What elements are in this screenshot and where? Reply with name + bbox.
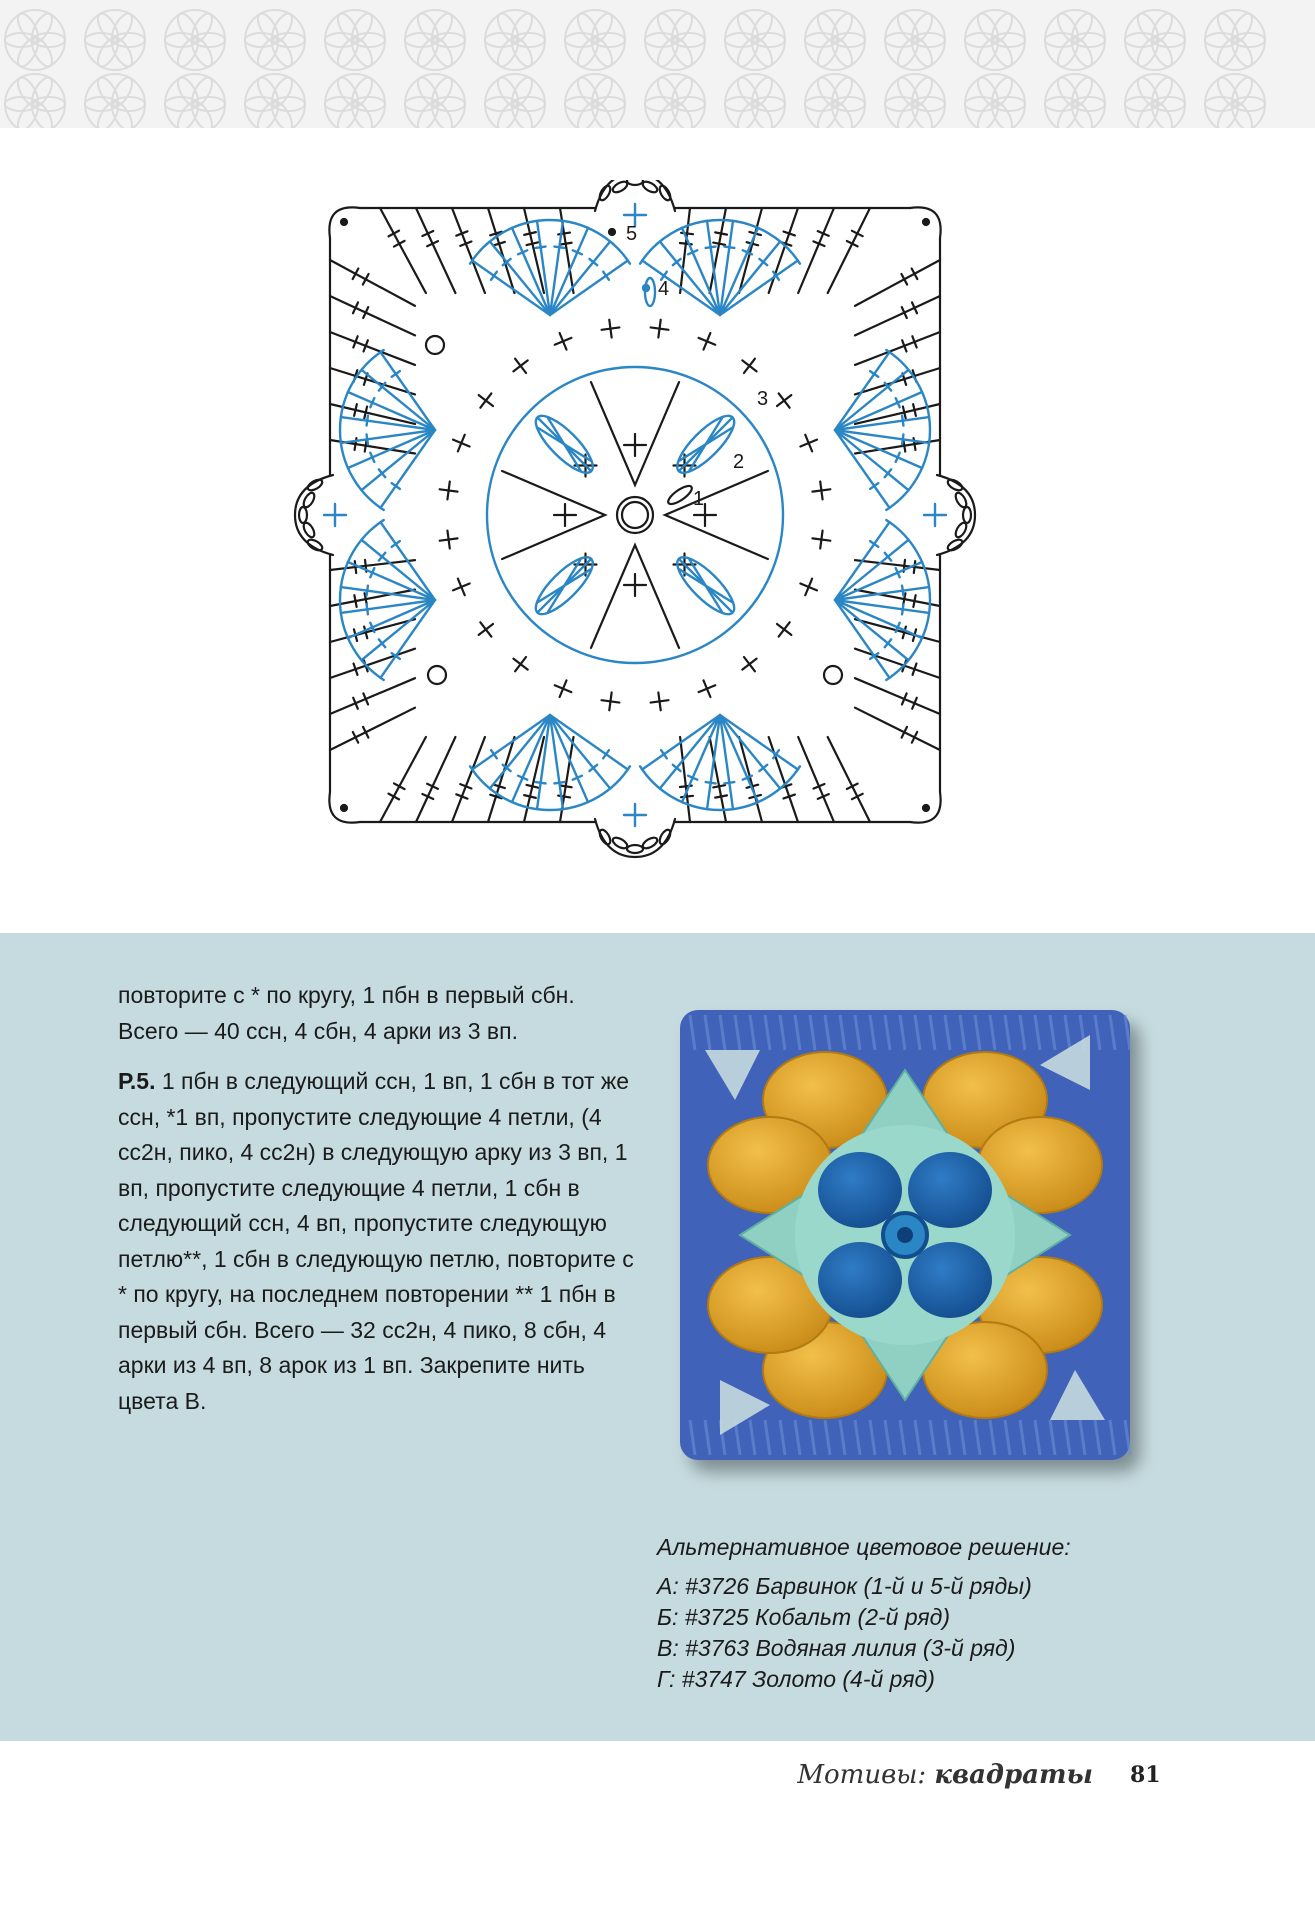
treble-stitch-bar — [354, 404, 357, 416]
single-crochet-stitch — [811, 480, 831, 500]
treble-stitch — [855, 296, 940, 335]
instructions-paragraph-2 — [118, 1064, 638, 1419]
treble-stitch — [330, 296, 415, 335]
row-label-1: 1 — [693, 488, 705, 510]
treble-stitch-bar — [681, 796, 693, 797]
join-dot — [609, 229, 615, 235]
treble-stitch-bar — [715, 232, 727, 234]
treble-stitch-bar — [524, 232, 536, 235]
single-crochet-stitch — [624, 434, 646, 456]
treble-stitch — [380, 737, 426, 822]
bobble-petal — [528, 550, 600, 622]
instructions — [118, 978, 638, 1434]
single-crochet-stitch — [508, 652, 533, 677]
row-label-3: 3 — [757, 388, 769, 410]
single-crochet-stitch — [737, 652, 762, 677]
treble-stitch-bar — [354, 595, 356, 607]
slip-stitch-dot — [341, 219, 347, 225]
treble-stitch-bar — [355, 561, 356, 573]
treble-stitch-bar — [914, 561, 915, 573]
treble-stitch — [855, 260, 940, 306]
magic-ring-inner — [622, 502, 648, 528]
chain-loop — [824, 666, 842, 684]
treble-stitch-bar — [913, 404, 916, 416]
chain-loop — [426, 336, 444, 354]
alt-color-item: Б: #3725 Кобальт (2-й ряд) — [657, 1604, 951, 1630]
single-crochet-stitch — [450, 431, 474, 455]
treble-stitch-bar — [558, 796, 570, 798]
treble-stitch — [380, 208, 426, 293]
instructions-paragraph-1: повторите с * по кругу, 1 пбн в первый сбн. Всего — 40 ссн, 4 сбн, 4 арки из 3 вп. — [118, 982, 575, 1044]
single-crochet-stitch — [473, 617, 498, 642]
treble-stitch — [798, 208, 834, 293]
fan-shell — [340, 350, 435, 510]
treble-stitch — [680, 208, 690, 293]
single-crochet-stitch — [695, 330, 719, 354]
slip-stitch-dot — [341, 805, 347, 811]
bobble-petal — [670, 550, 742, 622]
page-footer — [0, 1760, 1315, 1800]
single-crochet-stitch — [439, 529, 459, 549]
single-crochet-stitch — [551, 677, 575, 701]
row-label-2: 2 — [733, 451, 745, 473]
single-crochet-stitch — [473, 388, 498, 413]
treble-stitch-bar — [715, 795, 727, 797]
section-title-bold: квадраты — [934, 1760, 1093, 1790]
treble-stitch — [680, 737, 690, 822]
treble-stitch-bar — [527, 242, 539, 245]
single-crochet-stitch — [450, 575, 474, 599]
treble-stitch — [828, 208, 870, 293]
cobalt-bobble — [818, 1152, 902, 1228]
single-crochet-stitch — [551, 330, 575, 354]
alt-color-item: Г: #3747 Золото (4-й ряд) — [657, 1666, 935, 1692]
single-crochet-stitch — [508, 353, 533, 378]
single-crochet-stitch — [554, 504, 576, 526]
treble-stitch — [330, 260, 415, 306]
single-crochet-stitch — [439, 480, 459, 500]
round-3-circle — [487, 367, 783, 663]
treble-stitch — [416, 737, 455, 822]
treble-stitch — [330, 708, 415, 750]
treble-stitch-bar — [913, 595, 915, 607]
single-crochet-stitch — [649, 691, 669, 711]
treble-stitch — [855, 708, 940, 750]
alternative-colors — [657, 1532, 1217, 1695]
treble-stitch — [330, 560, 415, 570]
center-hole — [897, 1227, 913, 1243]
treble-stitch — [798, 737, 834, 822]
page-number: 81 — [1130, 1762, 1161, 1788]
cobalt-bobble — [818, 1242, 902, 1318]
treble-stitch — [330, 649, 415, 678]
fan-shell — [835, 350, 930, 510]
treble-stitch-bar — [560, 243, 572, 245]
decorative-top-band — [0, 0, 1315, 128]
single-crochet-stitch — [695, 677, 719, 701]
slip-stitch-dot — [923, 219, 929, 225]
cobalt-bobble — [908, 1152, 992, 1228]
treble-stitch — [330, 678, 415, 714]
treble-stitch — [855, 649, 940, 678]
single-crochet-stitch — [737, 353, 762, 378]
picot-mark — [324, 504, 346, 526]
treble-stitch-bar — [903, 627, 906, 639]
treble-stitch-bar — [560, 785, 572, 787]
treble-stitch — [416, 208, 455, 293]
treble-stitch-bar — [681, 233, 693, 234]
picot-mark — [624, 804, 646, 826]
alt-color-item: В: #3763 Водяная лилия (3-й ряд) — [657, 1635, 1016, 1661]
single-crochet-stitch — [772, 388, 797, 413]
row-5-text: 1 пбн в следующий ссн, 1 вп, 1 сбн в тот же ссн, *1 вп, пропустите следующие 4 петли, (4 сс2н, пико, 4 сс2н) в следующую арку из 3 вп, 1 вп, пропустите следующие 4 петли, 1 сбн в следующий ссн, 4 вп, пропустите следующую петлю**, 1 сбн в следующую петлю, повторите с * по кругу, на последнем повторении ** 1 пбн в первый сбн. Всего — 32 сс2н, 4 пико, 8 сбн, 4 арки из 4 вп, 8 арок из 1 вп. Закрепите нить цвета В. — [118, 1068, 634, 1414]
single-crochet-stitch — [772, 617, 797, 642]
section-title-prefix: Мотивы: — [797, 1760, 935, 1790]
bobble-petal — [528, 408, 600, 480]
slip-stitch-dot — [923, 805, 929, 811]
treble-stitch-bar — [713, 243, 725, 245]
single-crochet-stitch — [649, 319, 669, 339]
cobalt-bobble — [908, 1242, 992, 1318]
single-crochet-stitch — [797, 431, 821, 455]
crochet-chart — [290, 180, 990, 860]
treble-stitch — [855, 560, 940, 570]
treble-stitch — [828, 737, 870, 822]
treble-stitch-bar — [364, 627, 367, 639]
row-5-label: Р.5. — [118, 1068, 156, 1094]
row-label-5: 5 — [626, 223, 638, 245]
alternative-colors-title: Альтернативное цветовое решение: — [657, 1534, 1071, 1560]
picot-mark — [924, 504, 946, 526]
crochet-square-photo — [660, 990, 1170, 1490]
row-label-4: 4 — [658, 278, 670, 300]
treble-stitch-bar — [558, 233, 570, 235]
single-crochet-stitch — [600, 319, 620, 339]
treble-stitch — [855, 678, 940, 714]
treble-stitch-bar — [527, 785, 539, 788]
single-crochet-stitch — [600, 691, 620, 711]
treble-stitch-bar — [524, 795, 536, 798]
bobble-petal — [670, 408, 745, 480]
treble-stitch-bar — [713, 785, 725, 787]
single-crochet-stitch — [797, 575, 821, 599]
single-crochet-stitch — [811, 529, 831, 549]
chain-loop — [428, 666, 446, 684]
single-crochet-stitch — [624, 574, 646, 596]
section-title — [797, 1760, 1093, 1790]
alt-color-item: А: #3726 Барвинок (1-й и 5-й ряды) — [657, 1573, 1032, 1599]
